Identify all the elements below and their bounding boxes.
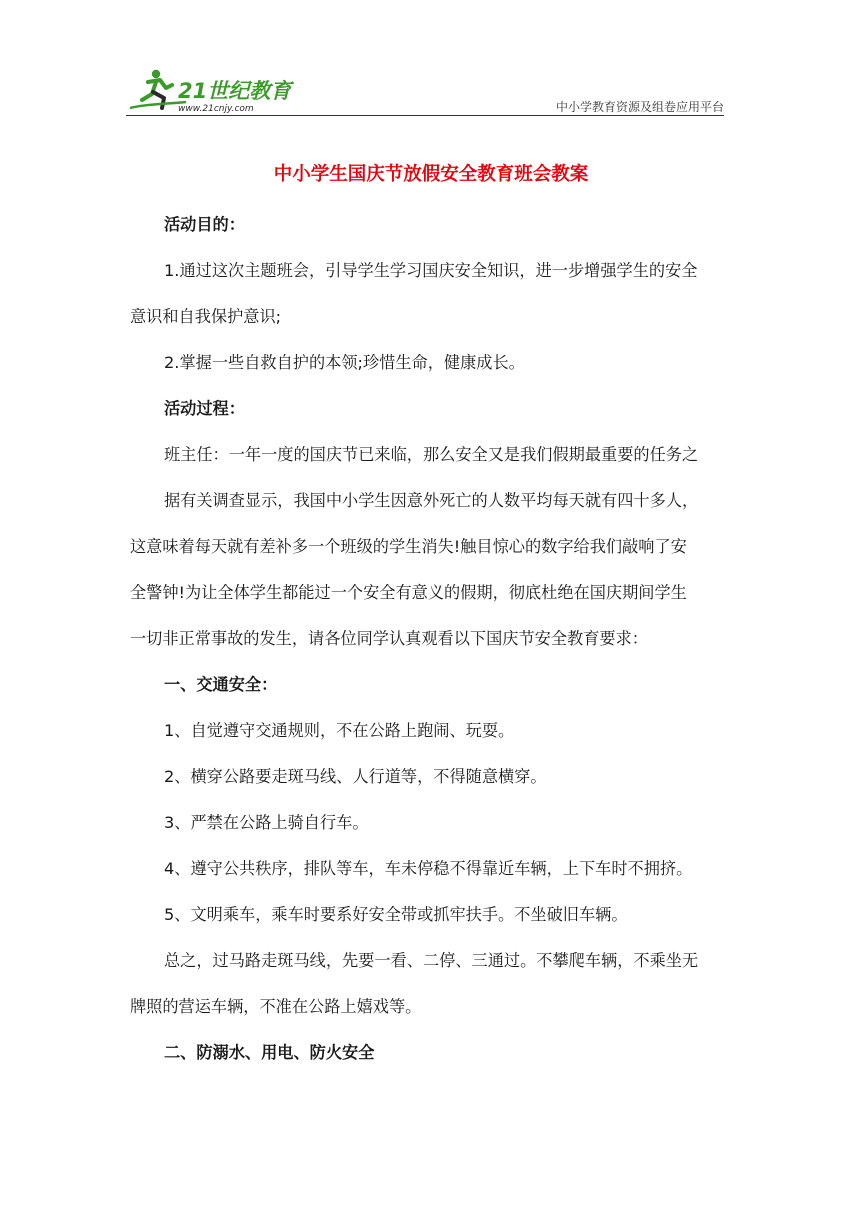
traffic-item: 1、自觉遵守交通规则，不在公路上跑闹、玩耍。 [164,721,515,740]
traffic-item: 4、遵守公共秩序，排队等车，车未停稳不得靠近车辆，上下车时不拥挤。 [164,859,693,878]
purpose-item-1-line-2: 意识和自我保护意识; [130,307,282,326]
summary-paragraph-line-1: 总之，过马路走斑马线，先要一看、二停、三通过。不攀爬车辆，不乘坐无 [164,951,699,970]
survey-paragraph-line-3: 全警钟!为让全体学生都能过一个安全有意义的假期，彻底杜绝在国庆期间学生 [130,583,687,602]
survey-paragraph-line-1: 据有关调查显示，我国中小学生因意外死亡的人数平均每天就有四十多人， [164,491,699,510]
teacher-paragraph: 班主任：一年一度的国庆节已来临，那么安全又是我们假期最重要的任务之 [164,445,699,464]
purpose-item-1-line-1: 1.通过这次主题班会，引导学生学习国庆安全知识，进一步增强学生的安全 [164,261,698,280]
survey-paragraph-line-2: 这意味着每天就有差补多一个班级的学生消失!触目惊心的数字给我们敲响了安 [130,537,687,556]
survey-paragraph-line-4: 一切非正常事故的发生，请各位同学认真观看以下国庆节安全教育要求： [130,629,648,648]
page-header [126,64,724,116]
section-water-electric-fire-heading: 二、防溺水、用电、防火安全 [164,1043,375,1062]
summary-paragraph-line-2: 牌照的营运车辆，不准在公路上嬉戏等。 [130,997,422,1016]
header-divider [126,115,724,116]
document-title: 中小学生国庆节放假安全教育班会教案 [273,164,589,185]
header-tagline: 中小学教育资源及组卷应用平台 [555,100,724,114]
section-traffic-heading: 一、交通安全： [164,675,278,694]
purpose-item-2: 2.掌握一些自救自护的本领;珍惜生命，健康成长。 [164,353,525,372]
logo-main-text: 21世纪教育 [178,79,292,103]
traffic-item: 2、横穿公路要走斑马线、人行道等，不得随意横穿。 [164,767,547,786]
traffic-item: 5、文明乘车，乘车时要系好安全带或抓牢扶手。不坐破旧车辆。 [164,905,628,924]
21cnjy-logo [126,64,296,116]
purpose-heading: 活动目的： [164,215,245,234]
document-body [130,160,732,1076]
traffic-item: 3、严禁在公路上骑自行车。 [164,813,369,832]
process-heading: 活动过程： [164,399,245,418]
logo-url-text: www.21cnjy.com [178,104,254,114]
